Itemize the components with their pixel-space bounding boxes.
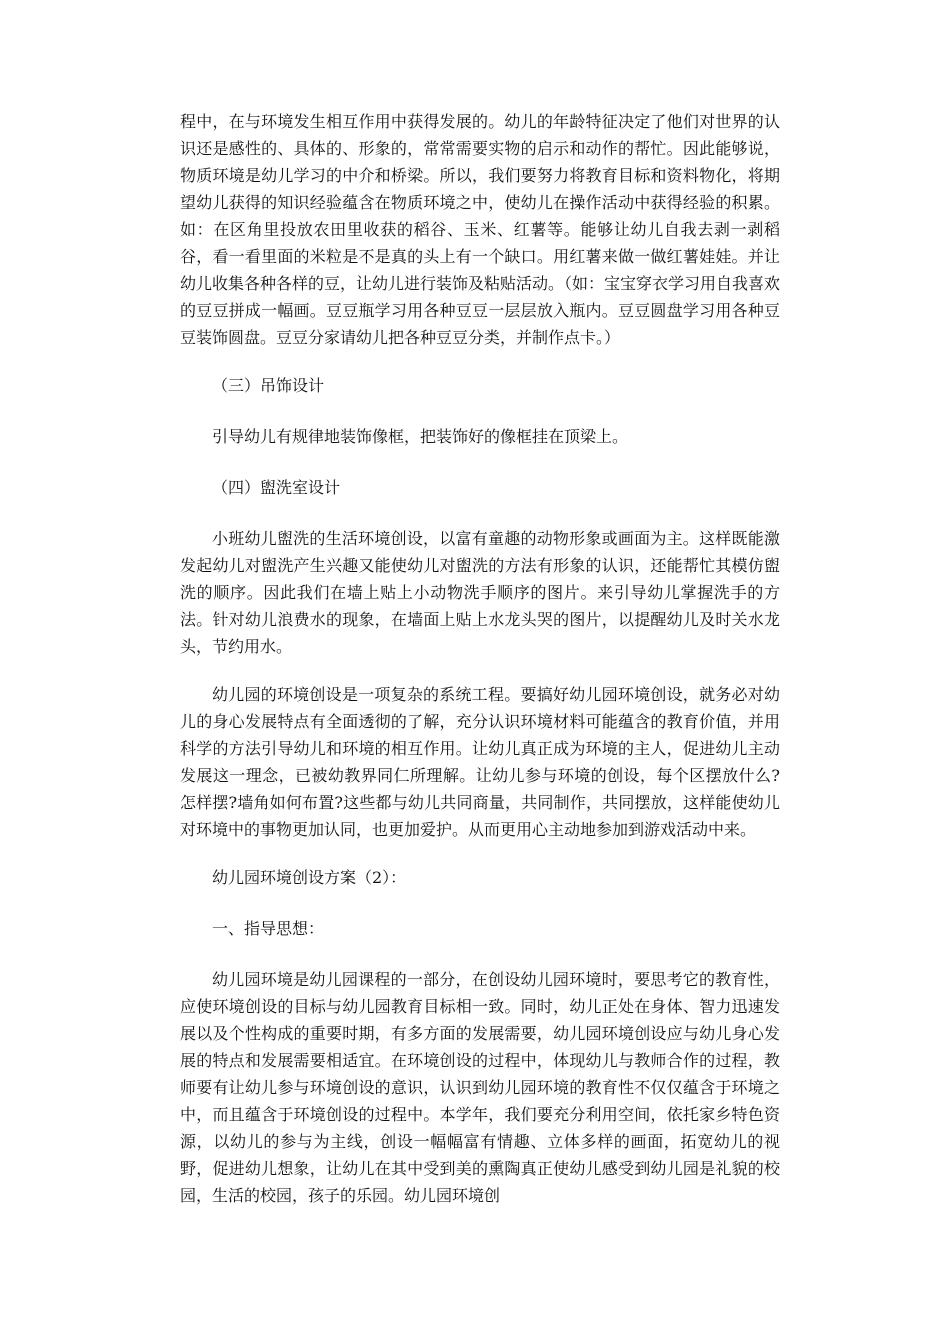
- heading-plan-2: 幼儿园环境创设方案（2）：: [212, 868, 407, 887]
- heading-hanging-decoration: （三）吊饰设计: [212, 376, 325, 395]
- paragraph-hanging-decoration: 引导幼儿有规律地装饰像框，把装饰好的像框挂在顶梁上。: [212, 427, 629, 446]
- document-page: [180, 108, 780, 1230]
- paragraph-guiding-ideology: 幼儿园环境是幼儿园课程的一部分，在创设幼儿园环境时，要思考它的教育性，应使环境创设的目标与幼儿园教育目标相一致。同时，幼儿正处在身体、智力迅速发展以及个性构成的重要时期，有多方面的发展需要，幼儿园环境创设应与幼儿身心发展的特点和发展需要相适宜。在环境创设的过程中，体现幼儿与教师合作的过程，教师要有让幼儿参与环境创设的意识，认识到幼儿园环境的教育性不仅仅蕴含于环境之中，而且蕴含于环境创设的过程中。本学年，我们要充分利用空间，依托家乡特色资源，以幼儿的参与为主线，创设一幅幅富有情趣、立体多样的画面，拓宽幼儿的视野，促进幼儿想象，让幼儿在其中受到美的熏陶真正使幼儿感受到幼儿园是礼貌的校园，生活的校园，孩子的乐园。幼儿园环境创: [180, 970, 780, 1205]
- paragraph-system-engineering: 幼儿园的环境创设是一项复杂的系统工程。要搞好幼儿园环境创设，就务必对幼儿的身心发展特点有全面透彻的了解，充分认识环境材料可能蕴含的教育价值，并用科学的方法引导幼儿和环境的相互作用。让幼儿真正成为环境的主人，促进幼儿主动发展这一理念，已被幼教界同仁所理解。让幼儿参与环境的创设，每个区摆放什么?怎样摆?墙角如何布置?这些都与幼儿共同商量，共同制作，共同摆放，这样能使幼儿对环境中的事物更加认同，也更加爱护。从而更用心主动地参加到游戏活动中来。: [180, 685, 780, 839]
- paragraph-washroom-design: 小班幼儿盥洗的生活环境创设，以富有童趣的动物形象或画面为主。这样既能激发起幼儿对盥洗产生兴趣又能使幼儿对盥洗的方法有形象的认识，还能帮忙其模仿盥洗的顺序。因此我们在墙上贴上小动物洗手顺序的图片。来引导幼儿掌握洗手的方法。针对幼儿浪费水的现象，在墙面上贴上水龙头哭的图片，以提醒幼儿及时关水龙头，节约用水。: [180, 529, 780, 656]
- heading-guiding-ideology: 一、指导思想：: [212, 919, 325, 938]
- paragraph-intro-continuation: 程中，在与环境发生相互作用中获得发展的。幼儿的年龄特征决定了他们对世界的认识还是感性的、具体的、形象的，常常需要实物的启示和动作的帮忙。因此能够说，物质环境是幼儿学习的中介和桥梁。所以，我们要努力将教育目标和资料物化，将期望幼儿获得的知识经验蕴含在物质环境之中，使幼儿在操作活动中获得经验的积累。如：在区角里投放农田里收获的稻谷、玉米、红薯等。能够让幼儿自我去剥一剥稻谷，看一看里面的米粒是不是真的头上有一个缺口。用红薯来做一做红薯娃娃。并让幼儿收集各种各样的豆，让幼儿进行装饰及粘贴活动。（如：宝宝穿衣学习用自我喜欢的豆豆拼成一幅画。豆豆瓶学习用各种豆豆一层层放入瓶内。豆豆圆盘学习用各种豆豆装饰圆盘。豆豆分家请幼儿把各种豆豆分类，并制作点卡。）: [180, 112, 781, 347]
- heading-washroom-design: （四）盥洗室设计: [212, 478, 341, 497]
